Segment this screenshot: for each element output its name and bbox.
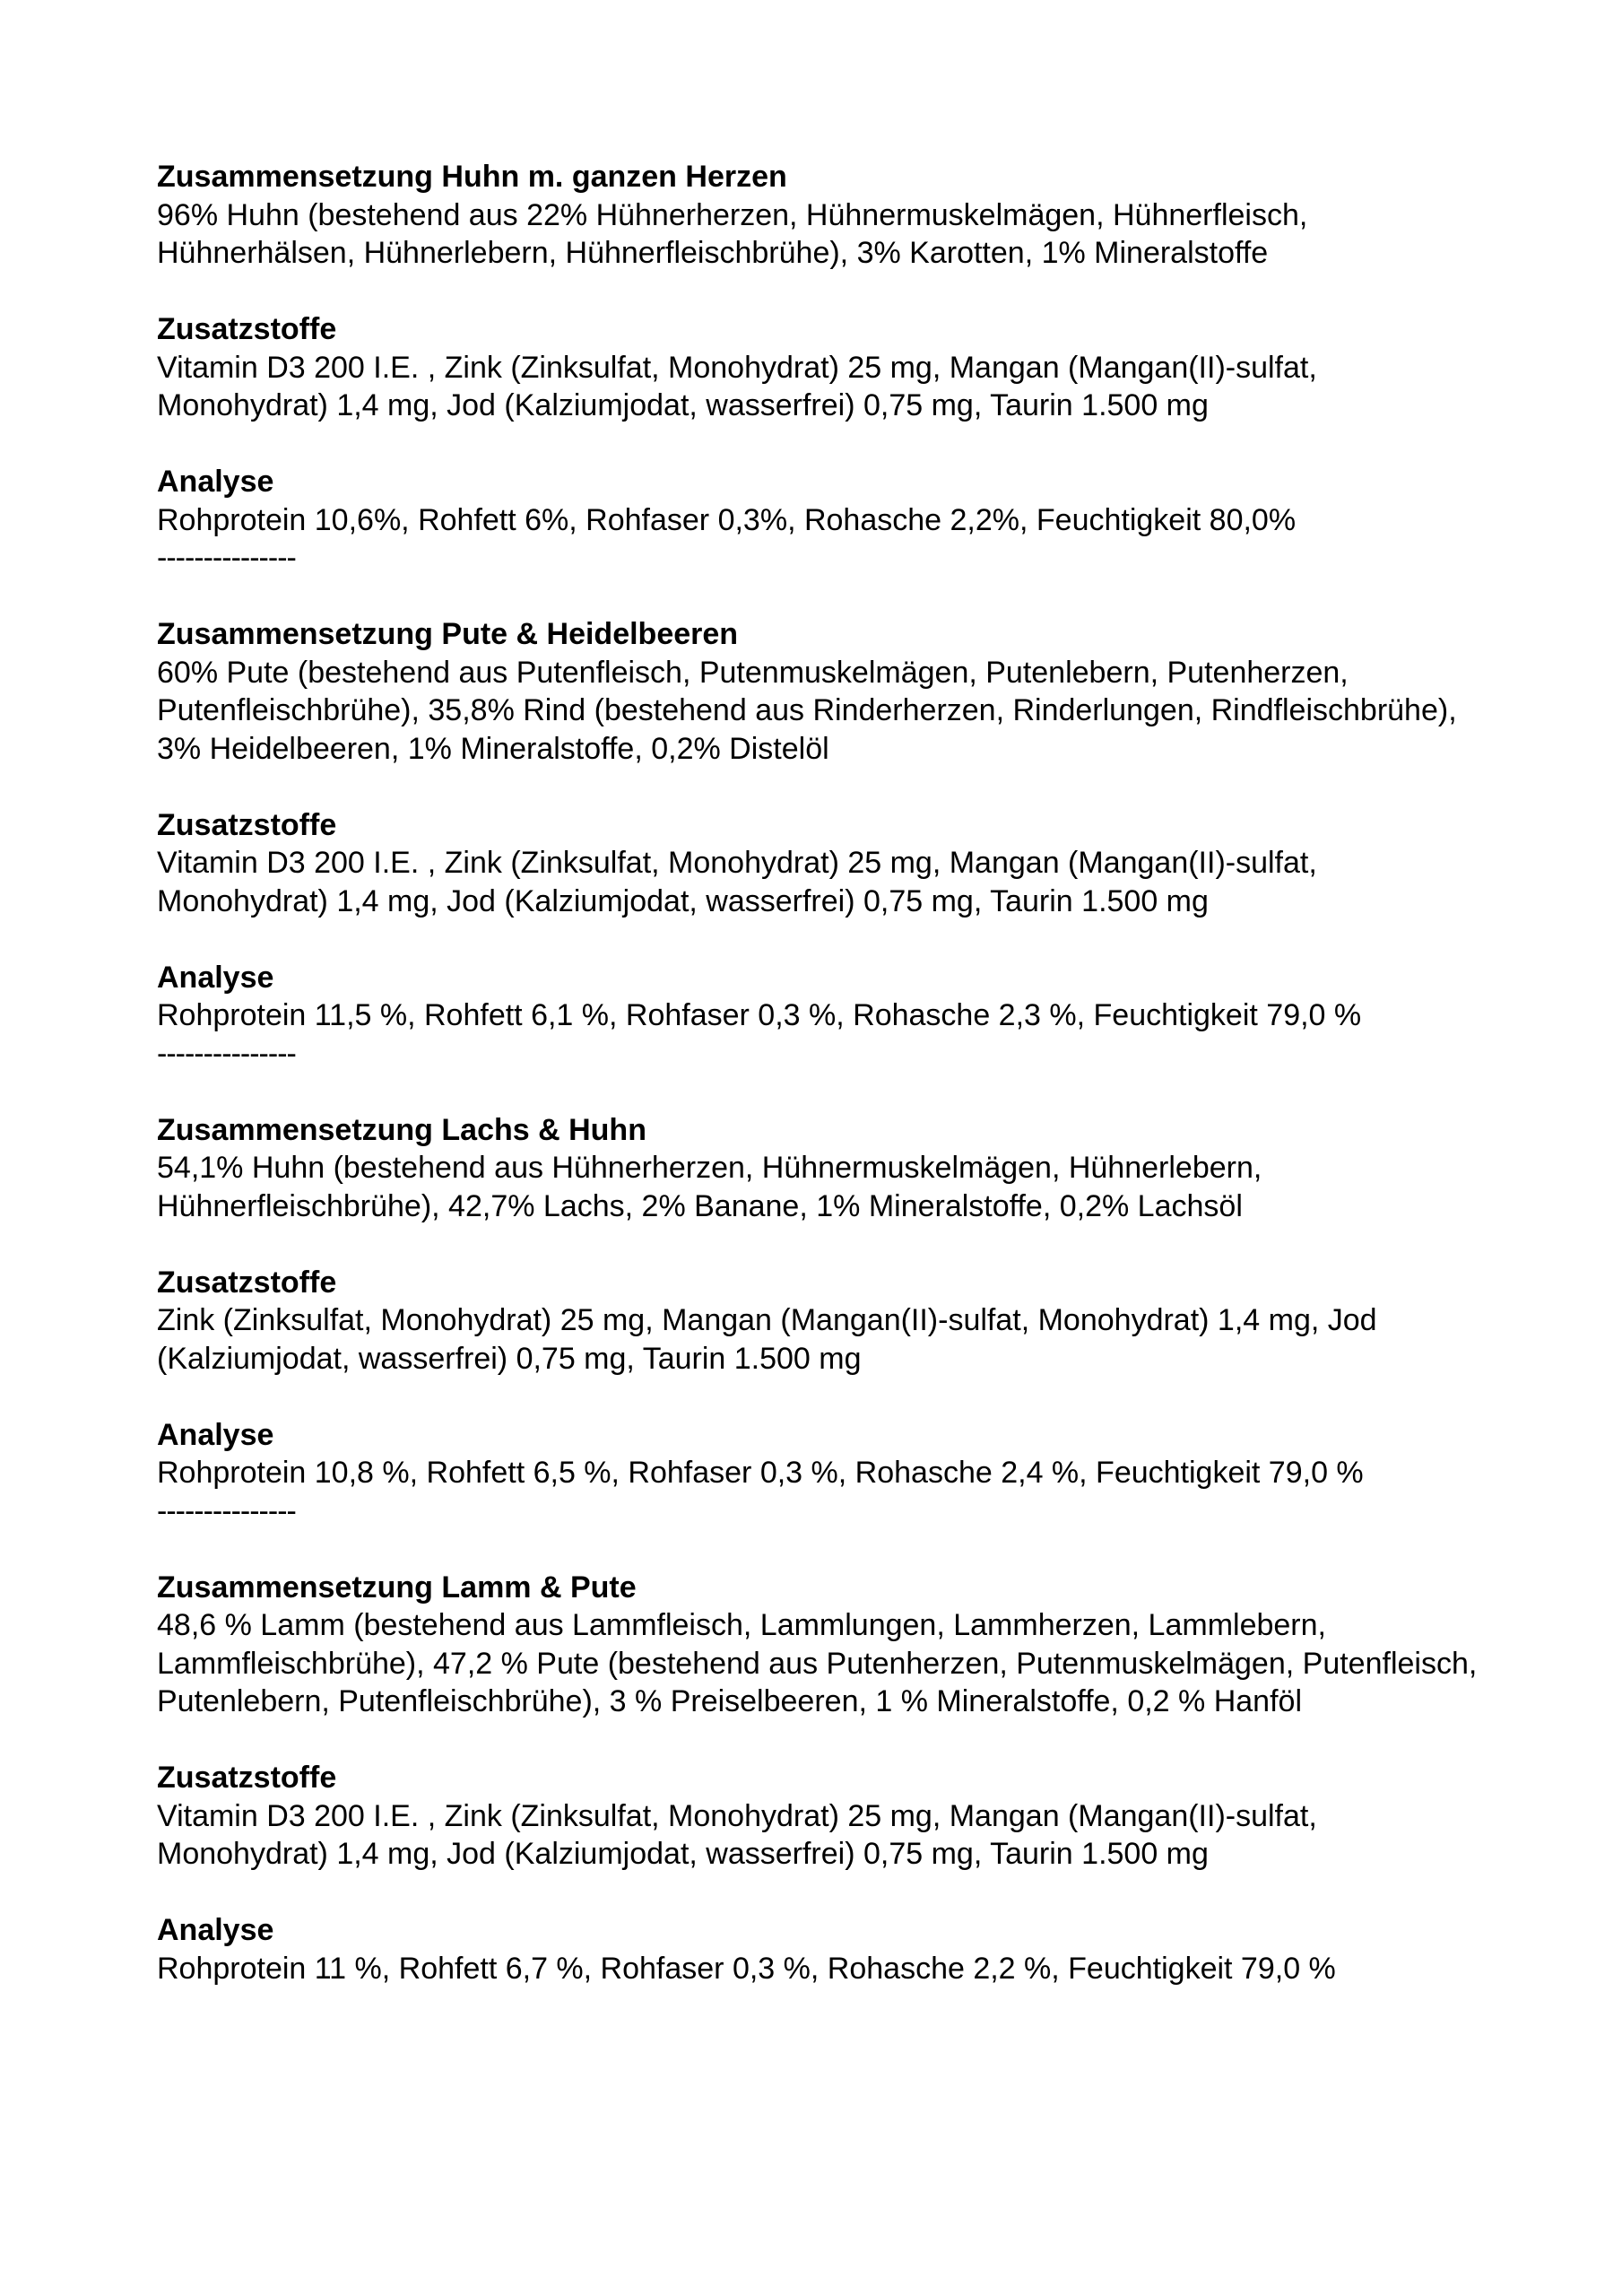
additives-heading: Zusatzstoffe bbox=[157, 807, 337, 842]
analysis-text: Rohprotein 11,5 %, Rohfett 6,1 %, Rohfaser 0,3 %, Rohasche 2,3 %, Feuchtigkeit 79,0 % bbox=[157, 998, 1362, 1032]
section-separator: --------------- bbox=[157, 541, 296, 575]
additives-heading: Zusatzstoffe bbox=[157, 312, 337, 346]
additives-heading: Zusatzstoffe bbox=[157, 1265, 337, 1300]
composition-heading: Zusammensetzung Huhn m. ganzen Herzen bbox=[157, 160, 787, 194]
composition-block bbox=[157, 615, 1484, 768]
section-separator: --------------- bbox=[157, 1036, 296, 1071]
additives-block bbox=[157, 310, 1484, 425]
analysis-block bbox=[157, 959, 1484, 1035]
analysis-block bbox=[157, 1911, 1484, 1987]
composition-heading: Zusammensetzung Lamm & Pute bbox=[157, 1570, 637, 1605]
product-section-lachs-huhn bbox=[157, 1111, 1484, 1531]
analysis-block bbox=[157, 463, 1484, 539]
composition-text: 54,1% Huhn (bestehend aus Hühnerherzen, Hühnermuskelmägen, Hühnerlebern, Hühnerfleischbrühe), 42,7% Lachs, 2% Banane, 1% Mineralstoffe, 0,2% Lachsöl bbox=[157, 1151, 1262, 1223]
composition-block bbox=[157, 1569, 1484, 1721]
additives-heading: Zusatzstoffe bbox=[157, 1761, 337, 1795]
analysis-heading: Analyse bbox=[157, 465, 274, 499]
additives-block bbox=[157, 806, 1484, 921]
additives-text: Zink (Zinksulfat, Monohydrat) 25 mg, Mangan (Mangan(II)-sulfat, Monohydrat) 1,4 mg, Jod (Kalziumjodat, wasserfrei) 0,75 mg, Taurin 1.500 mg bbox=[157, 1303, 1377, 1376]
additives-block bbox=[157, 1264, 1484, 1378]
additives-text: Vitamin D3 200 I.E. , Zink (Zinksulfat, Monohydrat) 25 mg, Mangan (Mangan(II)-sulfat, Monohydrat) 1,4 mg, Jod (Kalziumjodat, wasserfrei) 0,75 mg, Taurin 1.500 mg bbox=[157, 1798, 1317, 1871]
additives-text: Vitamin D3 200 I.E. , Zink (Zinksulfat, Monohydrat) 25 mg, Mangan (Mangan(II)-sulfat, Monohydrat) 1,4 mg, Jod (Kalziumjodat, wasserfrei) 0,75 mg, Taurin 1.500 mg bbox=[157, 350, 1317, 422]
analysis-block bbox=[157, 1416, 1484, 1492]
product-section-lamm-pute bbox=[157, 1569, 1484, 1988]
product-section-huhn-herzen bbox=[157, 158, 1484, 578]
document-page bbox=[157, 158, 1484, 1987]
analysis-text: Rohprotein 10,8 %, Rohfett 6,5 %, Rohfaser 0,3 %, Rohasche 2,4 %, Feuchtigkeit 79,0 % bbox=[157, 1456, 1364, 1490]
product-section-pute-heidelbeeren bbox=[157, 615, 1484, 1073]
composition-text: 96% Huhn (bestehend aus 22% Hühnerherzen, Hühnermuskelmägen, Hühnerfleisch, Hühnerhälsen, Hühnerlebern, Hühnerfleischbrühe), 3% Karotten, 1% Mineralstoffe bbox=[157, 197, 1308, 270]
additives-block bbox=[157, 1759, 1484, 1874]
analysis-heading: Analyse bbox=[157, 1417, 274, 1452]
analysis-text: Rohprotein 10,6%, Rohfett 6%, Rohfaser 0,3%, Rohasche 2,2%, Feuchtigkeit 80,0% bbox=[157, 502, 1297, 537]
composition-heading: Zusammensetzung Lachs & Huhn bbox=[157, 1112, 646, 1147]
composition-block bbox=[157, 158, 1484, 273]
analysis-text: Rohprotein 11 %, Rohfett 6,7 %, Rohfaser 0,3 %, Rohasche 2,2 %, Feuchtigkeit 79,0 % bbox=[157, 1951, 1336, 1986]
composition-text: 60% Pute (bestehend aus Putenfleisch, Putenmuskelmägen, Putenlebern, Putenherzen, Putenfleischbrühe), 35,8% Rind (bestehend aus Rinderherzen, Rinderlungen, Rindfleischbrühe), 3% Heidelbeeren, 1% Mineralstoffe, 0,2% Distelöl bbox=[157, 655, 1457, 766]
analysis-heading: Analyse bbox=[157, 1913, 274, 1947]
composition-text: 48,6 % Lamm (bestehend aus Lammfleisch, Lammlungen, Lammherzen, Lammlebern, Lammfleischbrühe), 47,2 % Pute (bestehend aus Putenherzen, Putenmuskelmägen, Putenfleisch, Putenlebern, Putenfleischbrühe), 3 % Preiselbeeren, 1 % Mineralstoffe, 0,2 % Hanföl bbox=[157, 1608, 1478, 1718]
composition-block bbox=[157, 1111, 1484, 1226]
section-separator: --------------- bbox=[157, 1493, 296, 1528]
analysis-heading: Analyse bbox=[157, 960, 274, 995]
composition-heading: Zusammensetzung Pute & Heidelbeeren bbox=[157, 617, 739, 651]
additives-text: Vitamin D3 200 I.E. , Zink (Zinksulfat, Monohydrat) 25 mg, Mangan (Mangan(II)-sulfat, Monohydrat) 1,4 mg, Jod (Kalziumjodat, wasserfrei) 0,75 mg, Taurin 1.500 mg bbox=[157, 846, 1317, 918]
